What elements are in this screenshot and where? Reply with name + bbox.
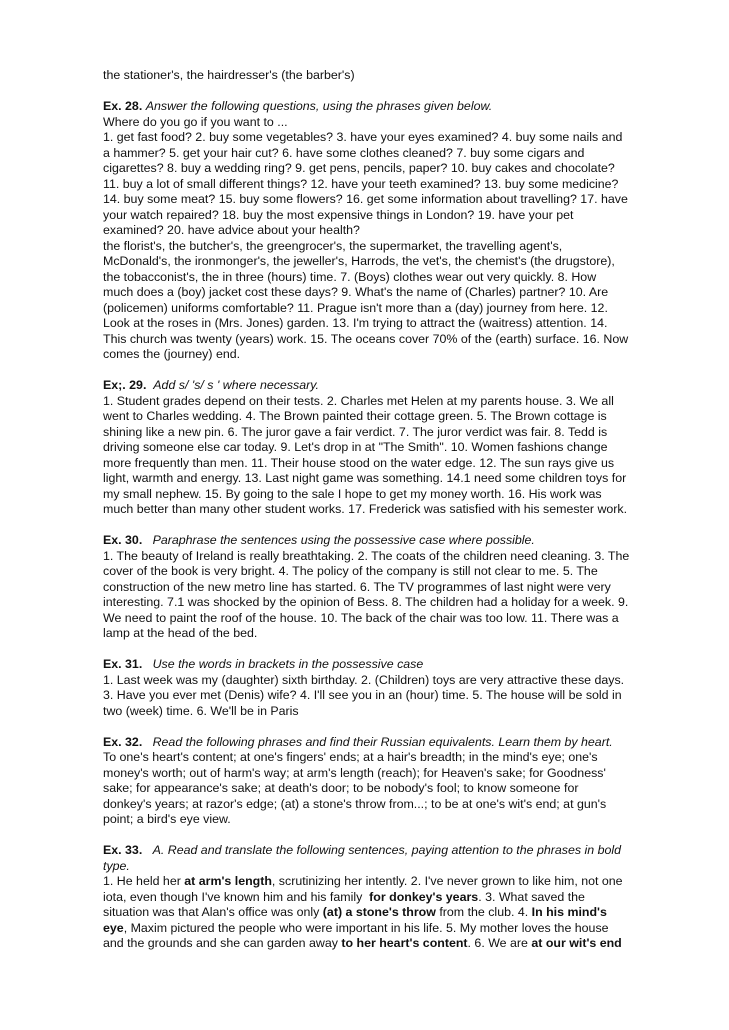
text-run: iota, even though I've known him and his family [103, 889, 370, 904]
text-line: money's worth; out of harm's way; at arm's length (reach); for Heaven's sake; for Goodness' [103, 765, 606, 780]
text-line: went to Charles wedding. 4. The Brown painted their cottage green. 5. The Brown cottage is [103, 409, 607, 423]
exercise-33-heading [103, 843, 681, 859]
text-run: situation was that Alan's office was only [103, 905, 323, 919]
exercise-32 [103, 735, 681, 828]
text-line: much does a (boy) jacket cost these days? 9. What's the name of (Charles) partner? 10. Are [103, 285, 609, 299]
exercise-31-heading [103, 657, 681, 673]
text-line: the tobacconist's, the in three (hours) time. 7. (Boys) clothes wear out very quickly. 8. How [103, 269, 597, 284]
bold-phrase: eye [103, 920, 124, 935]
exercise-instruction: Read the following phrases and find their Russian equivalents. Learn them by heart. [152, 734, 613, 749]
text-line [103, 890, 681, 906]
text-line: Look at the roses in (Mrs. Jones) garden. 13. I'm trying to attract the (waitress) attention. 14. [103, 316, 608, 330]
text-line: 11. buy a lot of small different things? 12. have your teeth examined? 13. buy some medicine? [103, 176, 619, 191]
text-line: 1. Student grades depend on their tests. 2. Charles met Helen at my parents house. 3. We all [103, 393, 614, 408]
text-line: cigarettes? 8. buy a wedding ring? 9. get pens, pencils, paper? 10. buy cakes and chocolate? [103, 161, 615, 175]
exercise-label: Ex. 28. [103, 99, 143, 113]
text-line: much better than many other student works. 17. Frederick was satisfied with his semester work. [103, 502, 628, 516]
text-line [103, 905, 681, 921]
text-line: my small nephew. 15. By going to the sale I hope to get my money worth. 16. His work was [103, 486, 602, 501]
text-run: , Maxim pictured the people who were important in his life. 5. My mother loves the house [123, 920, 609, 935]
exercise-30-heading [103, 533, 681, 549]
document-page [103, 68, 681, 952]
text-line: more frequently than men. 11. Their house stood on the water edge. 12. The sun rays give us [103, 455, 615, 470]
text-line: a hammer? 5. get your hair cut? 6. have some clothes cleaned? 7. buy some cigars and [103, 145, 585, 160]
text-line: donkey's years; at razor's edge; (at) a stone's throw from...; to be at one's wit's end; at gun's [103, 796, 607, 811]
exercise-label: Ex;. 29. [103, 378, 147, 392]
text-line: interesting. 7.1 was shocked by the opinion of Bess. 8. The children had a holiday for a week. 9. [103, 595, 629, 609]
text-line: cover of the book is very bright. 4. The policy of the company is still not clear to me. 5. The [103, 564, 598, 578]
text-line: 1. Last week was my (daughter) sixth birthday. 2. (Children) toys are very attractive these days. [103, 672, 625, 687]
exercise-30 [103, 533, 681, 642]
bold-phrase: for donkey's years [369, 889, 479, 904]
exercise-29-heading [103, 378, 681, 394]
exercise-32-heading [103, 735, 681, 751]
exercise-instruction: type. [103, 858, 130, 873]
exercise-29 [103, 378, 681, 518]
exercise-28-heading [103, 99, 681, 115]
text-run: from the club. 4. [435, 905, 532, 919]
exercise-31 [103, 657, 681, 719]
text-line: two (week) time. 6. We'll be in Paris [103, 703, 299, 718]
exercise-instruction: Use the words in brackets in the possessive case [152, 657, 424, 671]
text-run: and the grounds and she can garden away [103, 936, 342, 950]
text-line: lamp at the head of the bed. [103, 626, 258, 640]
text-line: sake; for appearance's sake; at death's door; to be nobody's fool; to know someone for [103, 781, 579, 795]
exercise-label: Ex. 32. [103, 734, 143, 749]
exercise-instruction-continued [103, 859, 681, 875]
intro-line: the stationer's, the hairdresser's (the barber's) [103, 68, 355, 82]
text-line: comes the (journey) end. [103, 347, 241, 361]
text-line: To one's heart's content; at one's fingers' ends; at a hair's breadth; in the mind's eye; one's [103, 750, 598, 764]
text-line: We need to paint the roof of the house. 10. The back of the chair was too low. 11. There was a [103, 610, 619, 625]
bold-phrase: to her heart's content [341, 936, 468, 950]
text-line [103, 936, 681, 952]
text-line: 1. The beauty of Ireland is really breathtaking. 2. The coats of the children need cleaning. 3. The [103, 548, 630, 563]
exercise-label: Ex. 30. [103, 533, 143, 547]
text-line: (policemen) uniforms comfortable? 11. Prague isn't more than a (day) journey from here. 12. [103, 300, 608, 315]
bold-phrase: at arm's length [184, 874, 272, 888]
text-line: the florist's, the butcher's, the greengrocer's, the supermarket, the travelling agent's, [103, 238, 563, 253]
text-line: McDonald's, the ironmonger's, the jeweller's, Harrods, the vet's, the chemist's (the drugstore), [103, 254, 615, 268]
exercise-33 [103, 843, 681, 952]
text-run: . 6. We are [467, 936, 532, 950]
text-line: 1. get fast food? 2. buy some vegetables? 3. have your eyes examined? 4. buy some nails and [103, 130, 623, 144]
text-line: your watch repaired? 18. buy the most expensive things in London? 19. have your pet [103, 207, 574, 222]
text-run: . 3. What saved the [478, 889, 585, 904]
text-line: This church was twenty (years) work. 15. The oceans cover 70% of the (earth) surface. 16. Now [103, 331, 629, 346]
text-line: 14. buy some meat? 15. buy some flowers? 16. get some information about travelling? 17. have [103, 192, 628, 206]
exercise-instruction: Add s/ 's/ s ' where necessary. [153, 378, 319, 392]
exercise-label: Ex. 31. [103, 657, 143, 671]
exercise-instruction: Paraphrase the sentences using the possessive case where possible. [152, 533, 535, 547]
bold-phrase: at our wit's end [531, 936, 622, 950]
exercise-28 [103, 99, 681, 363]
bold-phrase: In his mind's [531, 905, 607, 919]
text-line: light, warmth and energy. 13. Last night game was something. 14.1 need some children toys for [103, 471, 627, 485]
text-line: shining like a new pin. 6. The juror gave a fair verdict. 7. The juror verdict was fair. 8. Tedd is [103, 424, 608, 439]
text-line [103, 921, 681, 937]
text-line: 3. Have you ever met (Denis) wife? 4. I'll see you in an (hour) time. 5. The house will be sold in [103, 688, 622, 702]
text-run: 1. He held her [103, 874, 185, 888]
bold-phrase: (at) a stone's throw [322, 905, 436, 919]
text-line [103, 874, 681, 890]
text-run: , scrutinizing her intently. 2. I've never grown to like him, not one [271, 874, 623, 888]
text-line: construction of the new metro line has started. 6. The TV programmes of last night were very [103, 579, 611, 594]
text-line: driving someone else car today. 9. Let's drop in at "The Smith". 10. Women fashions change [103, 440, 608, 454]
exercise-instruction: A. Read and translate the following sentences, paying attention to the phrases in bold [152, 843, 621, 857]
exercise-instruction: Answer the following questions, using the phrases given below. [145, 99, 493, 113]
text-line: Where do you go if you want to ... [103, 114, 288, 129]
exercise-label: Ex. 33. [103, 843, 143, 857]
text-line: point; a bird's eye view. [103, 812, 231, 826]
text-line: examined? 20. have advice about your health? [103, 223, 360, 237]
